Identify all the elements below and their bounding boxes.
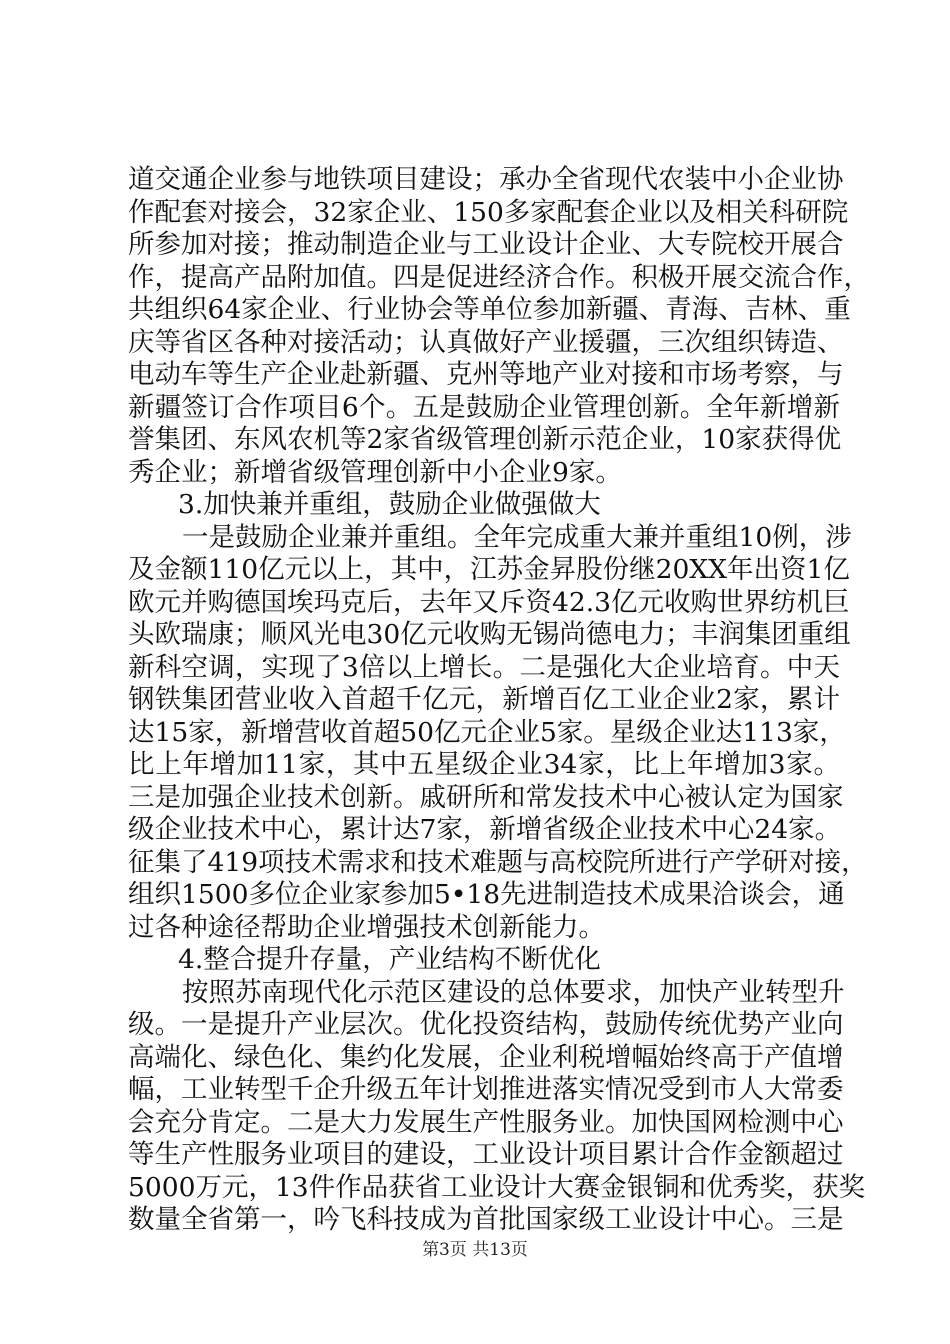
text-line: 作，提高产品附加值。四是促进经济合作。积极开展交流合作， — [128, 261, 870, 293]
text-line: 秀企业；新增省级管理创新中小企业9家。 — [128, 456, 622, 488]
text-line: 庆等省区各种对接活动；认真做好产业援疆，三次组织铸造、 — [128, 326, 844, 358]
text-line: 新疆签订合作项目6个。五是鼓励企业管理创新。全年新增新 — [128, 391, 840, 423]
text-line: 按照苏南现代化示范区建设的总体要求，加快产业转型升 — [182, 976, 845, 1008]
text-line: 级。一是提升产业层次。优化投资结构，鼓励传统优势产业向 — [128, 1009, 844, 1040]
text-line: 等生产性服务业项目的建设，工业设计项目累计合作金额超过 — [128, 1139, 844, 1170]
text-line: 誉集团、东风农机等2家省级管理创新示范企业，10家获得优 — [128, 424, 842, 455]
text-line: 幅，工业转型千企升级五年计划推进落实情况受到市人大常委 — [128, 1074, 844, 1105]
text-line: 5000万元，13件作品获省工业设计大赛金银铜和优秀奖，获奖 — [128, 1171, 866, 1203]
text-line: 共组织64家企业、行业协会等单位参加新疆、青海、吉林、重 — [128, 294, 851, 325]
page-footer — [0, 1239, 950, 1261]
document-body — [128, 164, 870, 1237]
section-heading: 3.加快兼并重组，鼓励企业做强做大 — [178, 489, 601, 520]
page-number: 第3页 共13页 — [422, 1240, 528, 1260]
text-line: 所参加对接；推动制造企业与工业设计企业、大专院校开展合 — [128, 229, 844, 260]
text-line: 道交通企业参与地铁项目建设；承办全省现代农装中小企业协 — [128, 164, 844, 195]
text-line: 达15家，新增营收首超50亿元企业5家。星级企业达113家， — [128, 716, 846, 748]
text-line: 三是加强企业技术创新。戚研所和常发技术中心被认定为国家 — [128, 781, 844, 813]
text-line: 数量全省第一，吟飞科技成为首批国家级工业设计中心。三是 — [128, 1204, 844, 1235]
text-line: 级企业技术中心，累计达7家，新增省级企业技术中心24家。 — [128, 814, 842, 845]
text-line: 头欧瑞康；顺风光电30亿元收购无锡尚德电力；丰润集团重组 — [128, 619, 851, 650]
text-line: 钢铁集团营业收入首超千亿元，新增百亿工业企业2家，累计 — [128, 684, 840, 715]
text-line: 征集了419项技术需求和技术难题与高校院所进行产学研对接， — [128, 846, 868, 878]
text-line: 及金额110亿元以上，其中，江苏金昇股份继20XX年出资1亿 — [128, 554, 850, 585]
text-line: 高端化、绿色化、集约化发展，企业利税增幅始终高于产值增 — [128, 1041, 844, 1073]
section-heading: 4.整合提升存量，产业结构不断优化 — [178, 944, 601, 975]
text-line: 会充分肯定。二是大力发展生产性服务业。加快国网检测中心 — [128, 1106, 844, 1138]
text-line: 欧元并购德国埃玛克后，去年又斥资42.3亿元收购世界纺机巨 — [128, 586, 850, 618]
text-line: 组织1500多位企业家参加5•18先进制造技术成果洽谈会，通 — [128, 879, 845, 910]
text-line: 作配套对接会，32家企业、150多家配套企业以及相关科研院 — [128, 196, 849, 228]
text-line: 新科空调，实现了3倍以上增长。二是强化大企业培育。中天 — [128, 651, 840, 683]
text-line: 比上年增加11家，其中五星级企业34家，比上年增加3家。 — [128, 749, 840, 780]
text-line: 一是鼓励企业兼并重组。全年完成重大兼并重组10例，涉 — [182, 521, 852, 553]
text-line: 过各种途径帮助企业增强技术创新能力。 — [128, 911, 605, 943]
text-line: 电动车等生产企业赴新疆、克州等地产业对接和市场考察，与 — [128, 359, 844, 390]
